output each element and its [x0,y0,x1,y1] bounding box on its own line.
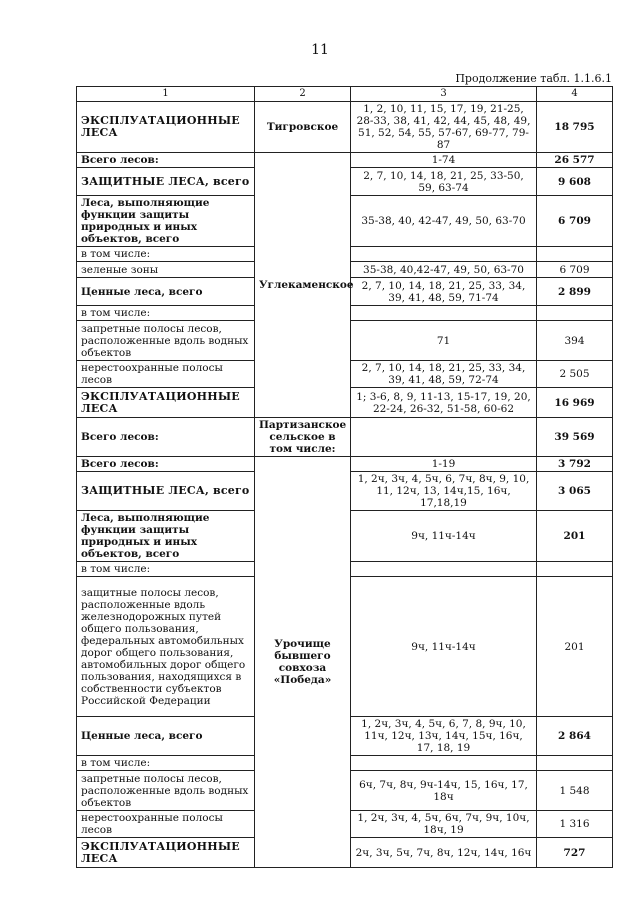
area-cell: 9 608 [537,168,613,196]
forestry-name-cell: Углекаменское [255,153,351,418]
quarters-cell: 2, 7, 10, 14, 18, 21, 25, 33-50, 59, 63-74 [351,168,537,196]
area-cell: 201 [537,577,613,717]
table-row [77,153,613,168]
forest-table [76,86,613,868]
category-cell: в том числе: [77,756,255,771]
quarters-cell: 1, 2ч, 3ч, 4, 5ч, 6ч, 7ч, 9ч, 10ч, 18ч, 19 [351,811,537,838]
quarters-cell: 35-38, 40, 42-47, 49, 50, 63-70 [351,196,537,247]
quarters-cell: 1-19 [351,457,537,472]
area-cell: 39 569 [537,418,613,457]
table-header-row [77,87,613,102]
quarters-cell: 1; 3-6, 8, 9, 11-13, 15-17, 19, 20, 22-24, 26-32, 51-58, 60-62 [351,388,537,418]
category-cell: Всего лесов: [77,457,255,472]
area-cell [537,306,613,321]
category-cell: в том числе: [77,247,255,262]
quarters-cell: 35-38, 40,42-47, 49, 50, 63-70 [351,262,537,278]
quarters-cell [351,562,537,577]
quarters-cell: 6ч, 7ч, 8ч, 9ч-14ч, 15, 16ч, 17, 18ч [351,771,537,811]
area-cell [537,756,613,771]
quarters-cell [351,418,537,457]
table-row [77,418,613,457]
category-cell: зеленые зоны [77,262,255,278]
category-cell: в том числе: [77,562,255,577]
area-cell [537,562,613,577]
quarters-cell [351,756,537,771]
table-row [77,102,613,153]
quarters-cell: 2, 7, 10, 14, 18, 21, 25, 33, 34, 39, 41, 48, 59, 71-74 [351,278,537,306]
area-cell: 18 795 [537,102,613,153]
page-number: 11 [311,42,329,58]
category-cell: нерестоохранные полосы лесов [77,811,255,838]
quarters-cell [351,247,537,262]
category-cell: Леса, выполняющие функции защиты природных и иных объектов, всего [77,196,255,247]
quarters-cell: 2ч, 3ч, 5ч, 7ч, 8ч, 12ч, 14ч, 16ч [351,838,537,868]
forestry-name-cell: Партизанское сельское в том числе: [255,418,351,457]
area-cell: 727 [537,838,613,868]
area-cell: 3 792 [537,457,613,472]
header-col-4: 4 [537,87,613,102]
table-caption: Продолжение табл. 1.1.6.1 [455,72,612,85]
quarters-cell: 1, 2ч, 3ч, 4, 5ч, 6, 7ч, 8ч, 9, 10, 11, 12ч, 13, 14ч,15, 16ч, 17,18,19 [351,472,537,511]
quarters-cell: 9ч, 11ч-14ч [351,577,537,717]
category-cell: Всего лесов: [77,153,255,168]
category-cell: Леса, выполняющие функции защиты природных и иных объектов, всего [77,511,255,562]
quarters-cell: 71 [351,321,537,361]
header-col-1: 1 [77,87,255,102]
category-cell: ЭКСПЛУАТАЦИОННЫЕ ЛЕСА [77,388,255,418]
category-cell: защитные полосы лесов, расположенные вдоль железнодорожных путей общего пользования, федеральных автомобильных дорог общего пользования, автомобильных дорог общего пользования, находящихся в собственности субъектов Российской Федерации [77,577,255,717]
area-cell: 394 [537,321,613,361]
category-cell: Ценные леса, всего [77,717,255,756]
category-cell: в том числе: [77,306,255,321]
area-cell: 2 864 [537,717,613,756]
area-cell: 1 548 [537,771,613,811]
forestry-name-cell: Тигровское [255,102,351,153]
quarters-cell: 1-74 [351,153,537,168]
quarters-cell: 1, 2, 10, 11, 15, 17, 19, 21-25, 28-33, 38, 41, 42, 44, 45, 48, 49, 51, 52, 54, 55, 57-67, 69-77, 79-87 [351,102,537,153]
forest-table-body [77,87,613,868]
area-cell: 6 709 [537,196,613,247]
quarters-cell: 9ч, 11ч-14ч [351,511,537,562]
category-cell: нерестоохранные полосы лесов [77,361,255,388]
category-cell: Всего лесов: [77,418,255,457]
area-cell: 201 [537,511,613,562]
area-cell: 16 969 [537,388,613,418]
quarters-cell: 2, 7, 10, 14, 18, 21, 25, 33, 34, 39, 41, 48, 59, 72-74 [351,361,537,388]
table-row [77,457,613,472]
area-cell: 1 316 [537,811,613,838]
area-cell [537,247,613,262]
category-cell: ЭКСПЛУАТАЦИОННЫЕ ЛЕСА [77,102,255,153]
forestry-name-cell: Урочище бывшего совхоза «Победа» [255,457,351,868]
area-cell: 2 505 [537,361,613,388]
category-cell: ЗАЩИТНЫЕ ЛЕСА, всего [77,168,255,196]
category-cell: ЭКСПЛУАТАЦИОННЫЕ ЛЕСА [77,838,255,868]
category-cell: ЗАЩИТНЫЕ ЛЕСА, всего [77,472,255,511]
category-cell: запретные полосы лесов, расположенные вдоль водных объектов [77,321,255,361]
header-col-3: 3 [351,87,537,102]
header-col-2: 2 [255,87,351,102]
category-cell: Ценные леса, всего [77,278,255,306]
quarters-cell [351,306,537,321]
area-cell: 6 709 [537,262,613,278]
area-cell: 2 899 [537,278,613,306]
area-cell: 26 577 [537,153,613,168]
quarters-cell: 1, 2ч, 3ч, 4, 5ч, 6, 7, 8, 9ч, 10, 11ч, 12ч, 13ч, 14ч, 15ч, 16ч, 17, 18, 19 [351,717,537,756]
category-cell: запретные полосы лесов, расположенные вдоль водных объектов [77,771,255,811]
area-cell: 3 065 [537,472,613,511]
